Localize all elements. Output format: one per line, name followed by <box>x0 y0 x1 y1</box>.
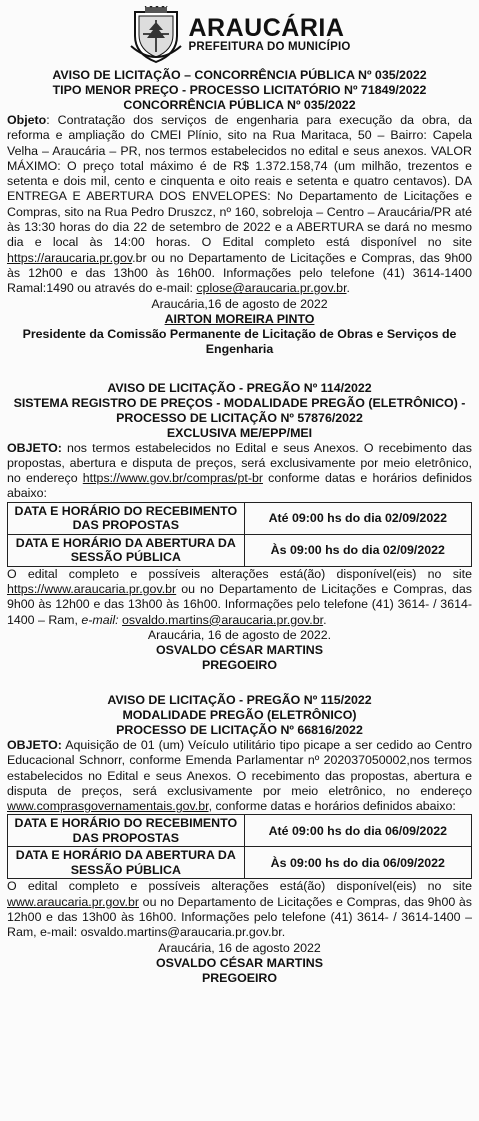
table-cell-label: DATA E HORÁRIO DA ABERTURA DA SESSÃO PÚBLICA <box>8 847 245 879</box>
notice-subtitle: EXCLUSIVA ME/EPP/MEI <box>166 425 313 440</box>
table-row <box>8 502 472 534</box>
table-cell-value: Até 09:00 hs do dia 02/09/2022 <box>244 502 471 534</box>
schedule-table <box>7 502 472 567</box>
body-text: conforme datas e horários definidos abaixo: <box>7 471 472 501</box>
table-row <box>8 847 472 879</box>
signer-name: AIRTON MOREIRA PINTO <box>164 311 315 326</box>
body-text: , conforme datas e horários definidos abaixo: <box>208 799 456 814</box>
table-row <box>8 815 472 847</box>
signer-name: OSVALDO CÉSAR MARTINS <box>155 955 324 970</box>
notice-subtitle: SISTEMA REGISTRO DE PREÇOS - MODALIDADE PREGÃO (ELETRÔNICO) - PROCESSO DE LICITAÇÃO Nº 57876/2022 <box>13 395 466 425</box>
table-cell-label: DATA E HORÁRIO DO RECEBIMENTO DAS PROPOSTAS <box>8 502 245 534</box>
signer-role: Presidente da Comissão Permanente de Licitação de Obras e Serviços de Engenharia <box>22 326 457 356</box>
brand-name: ARAUCÁRIA <box>188 14 345 43</box>
table-row <box>8 534 472 566</box>
brand-block <box>189 16 351 54</box>
notice-body <box>7 113 472 297</box>
site-link[interactable]: https://www.araucaria.pr.gov.br <box>7 582 177 597</box>
coat-of-arms-icon <box>129 6 183 64</box>
signature-date: Araucária,16 de agosto de 2022 <box>151 296 328 311</box>
notice-pregao-115 <box>7 693 472 986</box>
objeto-label: Objeto <box>7 113 47 127</box>
signer-name: OSVALDO CÉSAR MARTINS <box>155 642 324 657</box>
email-label: e-mail: <box>81 612 119 627</box>
notice-title: AVISO DE LICITAÇÃO – CONCORRÊNCIA PÚBLICA Nº 035/2022 <box>52 68 427 82</box>
signer-role: PREGOEIRO <box>201 657 278 672</box>
body-text: : Contratação dos serviços de engenharia para execução da obra, da reforma e ampliação do CMEI Plínio, sito na Rua Maritaca, 50 – Bairro: Capela Velha – Araucária – PR, nos termos estabelecidos no edital e seus anexos. VALOR MÁXIMO: O preço total máximo é de R$ 1.372.158,74 (um milhão, trezentos e setenta e dois mil, cento e cinquenta e oito reais e setenta e quatro centavos). DA ENTREGA E ABERTURA DOS ENVELOPES: No Departamento de Licitações e Compras, sito na Rua Pedro Druszcz, nº 160, sobreloja – Centro – Araucária/PR até às 13:30 horas do dia 22 de setembro de 2022 e a ABERTURA se dará no mesmo dia e local às 14:00 horas. O Edital completo está disponível no site <box>7 113 472 250</box>
body-text: nos termos estabelecidos no Edital e seus Anexos. O recebimento das propostas, abertura e disputa de preços, será exclusivamente por meio eletrônico, no endereço <box>7 440 472 486</box>
email-link[interactable]: cplose@araucaria.pr.gov.br <box>196 281 347 296</box>
body-text: O edital completo e possíveis alterações está(ão) disponível(eis) no site <box>7 879 472 894</box>
masthead <box>7 0 472 68</box>
signature-date: Araucária, 16 de agosto de 2022. <box>147 627 332 642</box>
email-link[interactable]: osvaldo.martins@araucaria.pr.gov.br <box>122 612 324 627</box>
notice-concorrencia-035 <box>7 68 472 357</box>
notice-body <box>7 879 472 940</box>
notice-body <box>7 738 472 814</box>
notice-subtitle: MODALIDADE PREGÃO (ELETRÔNICO) <box>122 707 357 722</box>
notice-subtitle: PROCESSO DE LICITAÇÃO Nº 66816/2022 <box>116 722 363 737</box>
site-link[interactable]: https://www.gov.br/compras/pt-br <box>82 471 263 486</box>
notice-body <box>7 567 472 628</box>
objeto-label: OBJETO: <box>7 737 62 752</box>
signer-role: PREGOEIRO <box>201 970 278 985</box>
table-cell-label: DATA E HORÁRIO DO RECEBIMENTO DAS PROPOSTAS <box>8 815 245 847</box>
body-text: . <box>323 612 327 627</box>
site-link[interactable]: www.comprasgovernamentais.gov.br <box>7 799 209 814</box>
body-text: Aquisição de 01 (um) Veículo utilitário tipo picape a ser cedido ao Centro Educacional Schnorr, conforme Emenda Parlamentar nº 202037050002,nos termos estabelecidos no Edital e seus Anexos. O recebimento das propostas, abertura e disputa de preços, será exclusivamente por meio eletrônico, no endereço <box>7 737 472 798</box>
brand-subtitle: PREFEITURA DO MUNICÍPIO <box>188 41 351 54</box>
body-text: . <box>346 281 350 296</box>
table-cell-value: Às 09:00 hs do dia 02/09/2022 <box>244 534 471 566</box>
table-cell-label: DATA E HORÁRIO DA ABERTURA DA SESSÃO PÚBLICA <box>8 534 245 566</box>
body-text: ou no Departamento de Licitações e Compras, das 9h00 às 12h00 e das 13h00 às 16h00. Informações pelo telefone (41) 3614- / 3614-1400 – Ram, e-mail: osvaldo.martins@araucaria.pr.gov.br. <box>7 894 472 940</box>
body-text: O edital completo e possíveis alterações está(ão) disponível(eis) no site <box>7 566 472 581</box>
body-text: .br ou no Departamento de Licitações e Compras, das 9h00 às 12h00 e das 13h00 às 16h00. Informações pelo telefone (41) 3614-1400 Ramal:1490 ou através do e-mail: <box>7 250 472 296</box>
body-text: ou no Departamento de Licitações e Compras, das 9h00 às 12h00 e das 13h00 às 16h00. Informações pelo telefone (41) 3614- / 3614-1400 – Ram, <box>7 582 472 627</box>
signature-date: Araucária, 16 de agosto 2022 <box>158 940 321 955</box>
notice-body <box>7 441 472 502</box>
table-cell-value: Até 09:00 hs do dia 06/09/2022 <box>244 815 471 847</box>
notice-pregao-114 <box>7 381 472 673</box>
site-link[interactable]: www.araucaria.pr.gov.br <box>7 894 139 909</box>
notice-subtitle: TIPO MENOR PREÇO - PROCESSO LICITATÓRIO Nº 71849/2022 <box>52 83 427 97</box>
schedule-table <box>7 814 472 879</box>
notice-title: AVISO DE LICITAÇÃO - PREGÃO Nº 114/2022 <box>107 380 372 395</box>
site-link[interactable]: https://araucaria.pr.gov <box>7 250 133 265</box>
table-cell-value: Às 09:00 hs do dia 06/09/2022 <box>244 847 471 879</box>
notice-title: AVISO DE LICITAÇÃO - PREGÃO Nº 115/2022 <box>107 692 372 707</box>
objeto-label: OBJETO: <box>7 440 62 455</box>
notice-subtitle: CONCORRÊNCIA PÚBLICA Nº 035/2022 <box>123 98 356 112</box>
